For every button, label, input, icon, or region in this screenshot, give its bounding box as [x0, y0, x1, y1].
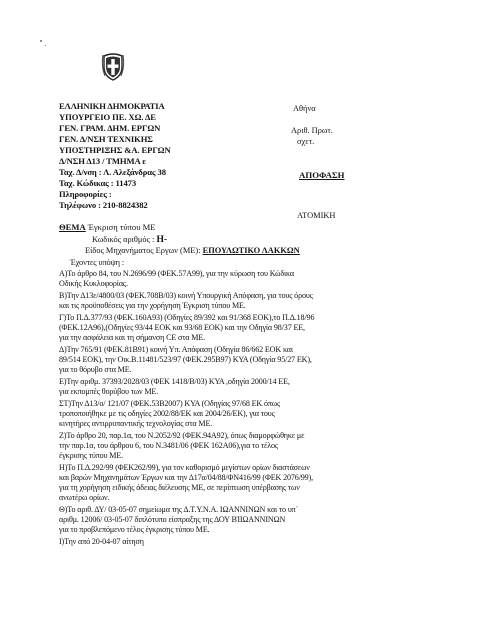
left-header	[59, 101, 171, 211]
intro-text: Έχοντες υπόψη :	[70, 258, 124, 267]
code-line	[92, 234, 167, 245]
header-line: Ταχ. Δ/νση : Λ. Αλεξάνδρας 38	[59, 167, 166, 177]
clause-line: έγκρισης τύπου ΜΕ.	[59, 451, 123, 460]
clause-line: Γ)Το Π.Δ.377/93 (ΦΕΚ.160Α93) (Οδηγίες 89/392 και 91/368 ΕΟΚ),το Π.Δ.18/96	[59, 313, 315, 322]
scan-speck	[45, 45, 46, 46]
scan-speck	[40, 40, 42, 42]
related-label: σχετ.	[297, 137, 315, 146]
clause-line: για εκπομπές θορύβου των ΜΕ.	[59, 387, 159, 396]
clause-line: Ε)Την αριθμ. 37393/2028/03 (ΦΕΚ 1418/Β/03) ΚΥΑ ,οδηγία 2000/14 ΕΕ,	[59, 377, 290, 386]
city: Αθήνα	[293, 104, 316, 113]
clause-line: (ΦΕΚ.12Α96),(Οδηγίες 93/44 ΕΟΚ και 93/68 ΕΟΚ) και την Οδηγία 98/37 ΕΕ,	[59, 323, 305, 332]
clause-line: 89/514 ΕΟΚ), την Οικ.Β.11481/523/97 (ΦΕΚ.295Β97) ΚΥΑ (Οδηγία 95/27 ΕΚ),	[59, 355, 312, 364]
subject-text: Έγκριση τύπου ΜΕ	[85, 222, 156, 232]
clause-line: ανωτέρω ορίων.	[59, 493, 110, 502]
protocol-number-label: Αριθ. Πρωτ.	[291, 126, 333, 135]
clause-line: κινητήρες αντιρρυπαντικής τεχνολογίας στα ΜΕ.	[59, 419, 213, 428]
clause-line: Θ)Το αριθ. ΔΥ/ 03-05-07 σημείωμα της Δ.Τ.Υ.Ν.Α. ΙΩΑΝΝΙΝΩΝ και το υπ΄	[59, 505, 299, 514]
clause-line: Η)Το Π.Δ.292/99 (ΦΕΚ262/99), για τον καθορισμό μεγίστων ορίων διαστάσεων	[59, 463, 310, 472]
header-line: ΓΕΝ. Δ/ΝΣΗ ΤΕΧΝΙΚΗΣ	[59, 134, 153, 144]
clause-line: Ζ)Το άρθρο 20, παρ.1α, του Ν.2052/92 (ΦΕΚ.94Α92), όπως διαμορφώθηκε με	[59, 431, 305, 440]
clause-line: ΣΤ)Την Δ13/ο/ 121/07 (ΦΕΚ.53Β2007) ΚΥΑ (Οδηγίας 97/68 ΕΚ όπως	[59, 399, 281, 408]
clause-line: την παρ.1α, του άρθρου 6, του Ν.3481/06 (ΦΕΚ 162Α06),για το τέλος	[59, 441, 278, 450]
header-line: ΕΛΛΗΝΙΚΗ ΔΗΜΟΚΡΑΤΙΑ	[59, 101, 165, 111]
code-label: Κωδικός αριθμός :	[92, 235, 157, 244]
header-line: Δ/ΝΣΗ Δ13 / ΤΜΗΜΑ ε	[59, 156, 146, 166]
clause-line: για τη χορήγηση ειδικής άδειας διέλευσης ΜΕ, σε περίπτωση υπέρβασης των	[59, 483, 300, 492]
individual-heading: ΑΤΟΜΙΚΗ	[297, 211, 336, 220]
clause-line: και τις προϋποθέσεις για την χορήγηση Έγκριση τύπου ΜΕ.	[59, 301, 246, 310]
clause-line: τροποποιήθηκε με τις οδηγίες 2002/88/ΕΚ και 2004/26/ΕΚ), για τους	[59, 409, 275, 418]
clause-line: Β)Την Δ13ε/4800/03 (ΦΕΚ.708Β/03) κοινή Υπουργική Απόφαση, για τους όρους	[59, 291, 313, 300]
decision-heading: ΑΠΟΦΑΣΗ	[299, 170, 345, 180]
header-line: Πληροφορίες :	[59, 189, 112, 199]
subject-label: ΘΕΜΑ	[59, 222, 86, 232]
greek-coat-of-arms-icon	[101, 52, 125, 82]
header-line: ΥΠΟΥΡΓΕΙΟ ΠΕ. ΧΩ. ΔΕ	[59, 112, 156, 122]
clause-line: αριθμ. 12006/ 03-05-07 διπλότυπο είσπραξης της ΔΟΥ ΒΊΙΩΑΝΝΙΝΩΝ	[59, 515, 286, 524]
header-line: Τηλέφωνο : 210-8824382	[59, 200, 148, 210]
machine-type-value: ΕΠΟΥΛΩΤΙΚΟ ΛΑΚΚΩΝ	[202, 246, 300, 255]
clause-line: Α)Το άρθρο 84, του Ν.2696/99 (ΦΕΚ.57Α99), για την κύρωση του Κώδικα	[59, 269, 295, 278]
machine-type-line	[85, 246, 300, 255]
header-line: Ταχ. Κώδικας : 11473	[59, 178, 137, 188]
code-value: Η-	[156, 234, 168, 245]
clause-line: για το θόρυβο στα ΜΕ.	[59, 365, 132, 374]
clause-line: για το προβλεπόμενο τέλος έγκρισης τύπου ΜΕ.	[59, 525, 210, 534]
header-line: ΓΕΝ. ΓΡΑΜ. ΔΗΜ. ΕΡΓΩΝ	[59, 123, 161, 133]
subject-line	[59, 222, 156, 232]
clause-line: Δ)Την 765/91 (ΦΕΚ.81Β91) κοινή Υπ. Απόφαση (Οδηγία 86/662 ΕΟΚ και	[59, 345, 293, 354]
clause-line: για την ασφάλεια και τη σήμανση CE στα ΜΕ.	[59, 333, 205, 342]
machine-type-label: Είδος Μηχανήματος Εργων (ΜΕ):	[85, 246, 203, 255]
clause-line: Ι)Την από 20-04-07 αίτηση	[59, 537, 144, 546]
clause-line: και βαρών Μηχανημάτων Έργων και την Δ17α/04/88/ΦΝ416/99 (ΦΕΚ 2076/99),	[59, 473, 314, 482]
clause-line: Οδικής Κυκλοφορίας.	[59, 279, 128, 288]
header-line: ΥΠΟΣΤΗΡΙΞΗΣ &Α. ΕΡΓΩΝ	[59, 145, 171, 155]
